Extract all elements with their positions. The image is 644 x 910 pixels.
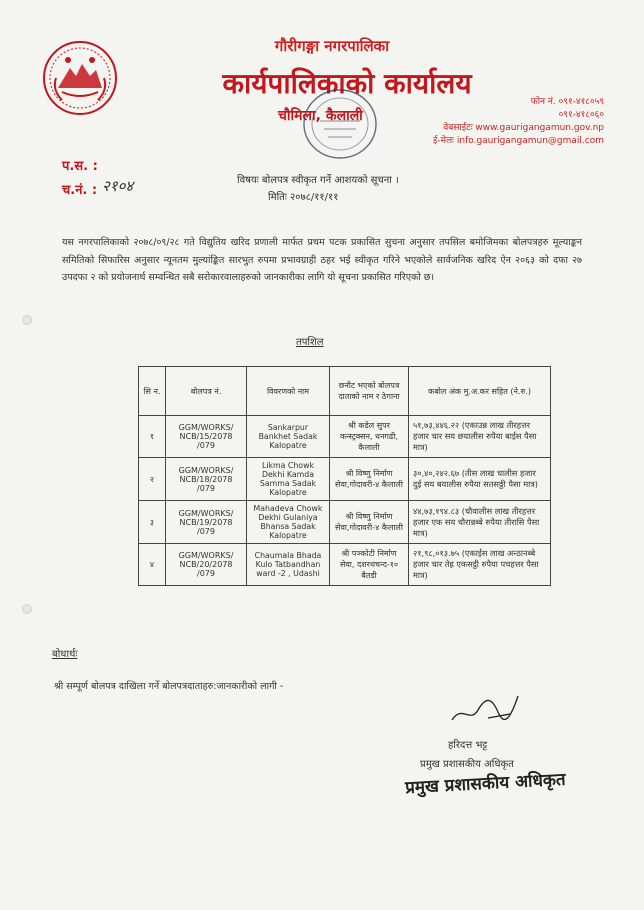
row-serial: ३: [139, 501, 166, 544]
handwritten-signature: [448, 690, 528, 728]
signer-name: हरिदत्त भट्ट: [448, 740, 488, 751]
contact-block: [433, 96, 604, 148]
phone-number-2: ०९१-४१८०६०: [558, 110, 604, 120]
date-line: मितिः २०७८/११/११: [268, 192, 339, 203]
table-row: [139, 458, 551, 501]
email-line: [433, 135, 604, 148]
header-amount: कबोल अंक मु.अ.कर सहित (ने.रु.): [409, 367, 551, 416]
email-label: ई-मेलः: [433, 136, 454, 146]
office-location: चौमिला, कैलाली: [278, 108, 363, 124]
website-line: [433, 122, 604, 135]
table-title: तपशिल: [296, 337, 324, 348]
row-bidder: श्री कडेल सुपर कन्स्ट्रक्सन, धनगढी, कैलाली: [330, 416, 409, 458]
cc-recipient: श्री सम्पूर्ण बोलपत्र दाखिला गर्ने बोलपत्रदाताहरु:जानकारीको लागी -: [54, 681, 284, 692]
row-serial: ४: [139, 544, 166, 586]
phone-line-1: [433, 96, 604, 109]
table-row: [139, 416, 551, 458]
row-description: Chaumala Bhada Kulo Tatbandhan ward -2 , Udashi: [247, 544, 330, 586]
row-bid-number: GGM/WORKS/ NCB/19/2078 /079: [166, 501, 247, 544]
row-bidder: श्री पञ्कोटी निर्माण सेवा, दशरथचन्द-१० बैतडी: [330, 544, 409, 586]
phone-label: फोन नं.: [530, 97, 556, 107]
punch-hole: [22, 604, 32, 614]
table-row: [139, 501, 551, 544]
cn-label: च.नं. :: [62, 183, 98, 198]
header-description: विवरणको नाम: [247, 367, 330, 416]
row-amount: ५१,७३,४४६.२२ (एकाउन्न लाख तीरहत्तर हजार चार सय छयालीस रुपैया बाईस पैसा मात्र): [409, 416, 551, 458]
municipality-name: गौरीगङ्गा नगरपालिका: [274, 37, 390, 55]
accepted-bids-table: [138, 366, 551, 586]
phone-number-1: ०९१-४१८०५९: [558, 97, 604, 107]
header-bidder: छनौट भएको बोलपत्र दाताको नाम र ठेगाना: [330, 367, 409, 416]
notice-body: यस नगरपालिकाको २०७८/०९/२८ गते विद्युतिय खरिद प्रणाली मार्फत प्रथम पटक प्रकासित सुचना अनुसार तपसिल बमोजिमका बोलपत्रहरु मूल्याङ्कन समितिको सिफारिस अनुसार न्यूनतम मुल्यांङ्कित सारभुत रुपमा प्रभावग्राही ठहर भई स्वीकृत गरिने भएकोले सार्वजनिक खरिद ऐन २०६३ को दफा २७ उपदफा २ को प्रयोजनार्थ सम्वन्धित सबै सरोकारवालाहरुको जानकारीका लागि यो सूचना प्रकासित गरिएको छ।: [62, 237, 582, 283]
signer-title: प्रमुख प्रशासकीय अधिकृत: [420, 759, 514, 770]
row-bid-number: GGM/WORKS/ NCB/18/2078 /079: [166, 458, 247, 501]
subject-line: विषयः बोलपत्र स्वीकृत गर्ने आशयको सूचना ।: [237, 175, 399, 186]
header-serial: सि न.: [139, 367, 166, 416]
table-header-row: [139, 367, 551, 416]
office-name: कार्यपालिकाको कार्यालय: [222, 67, 472, 100]
row-serial: २: [139, 458, 166, 501]
punch-hole: [22, 315, 32, 325]
office-seal-stamp: [300, 85, 380, 163]
website-label: वेबसाईटः: [443, 123, 473, 133]
row-bid-number: GGM/WORKS/ NCB/20/2078 /079: [166, 544, 247, 586]
row-amount: ४४,७३,१९४.८३ (चौवालीस लाख तीरहत्तर हजार एक सय चौरान्नब्बे रुपैया तीरासि पैसा मात्र): [409, 501, 551, 544]
cn-number: २१०४: [102, 177, 134, 195]
row-description: Sankarpur Bankhet Sadak Kalopatre: [247, 416, 330, 458]
header-bid-number: बोलपत्र नं.: [166, 367, 247, 416]
row-amount: ३०,४०,२४२.६७ (तीस लाख चालीस हजार दुई सय बयालीस रुपैया सतसठ्ठी पैसा मात्र): [409, 458, 551, 501]
row-bid-number: GGM/WORKS/ NCB/15/2078 /079: [166, 416, 247, 458]
email: info.gaurigangamun@gmail.com: [456, 136, 604, 146]
ps-label: प.स. :: [62, 159, 98, 174]
row-serial: १: [139, 416, 166, 458]
row-description: Likma Chowk Dekhi Kamda Samma Sadak Kalopatre: [247, 458, 330, 501]
row-amount: २१,९८,०१३.७५ (एकाईस लाख अन्ठानब्बे हजार चार तेह्र एकसट्ठी रुपैया पचहत्तर पैसा मात्र): [409, 544, 551, 586]
website: www.gaurigangamun.gov.np: [475, 123, 604, 133]
table-row: [139, 544, 551, 586]
row-description: Mahadeva Chowk Dekhi Gulaniya Bhansa Sadak Kalopatre: [247, 501, 330, 544]
row-bidder: श्री विष्णु निर्माण सेवा,गोदावरी-४ कैलाली: [330, 458, 409, 501]
cc-label: बोधार्थः: [52, 649, 78, 660]
designation-stamp: प्रमुख प्रशासकीय अधिकृत: [404, 769, 567, 799]
row-bidder: श्री विष्णु निर्माण सेवा,गोदावरी-४ कैलाली: [330, 501, 409, 544]
